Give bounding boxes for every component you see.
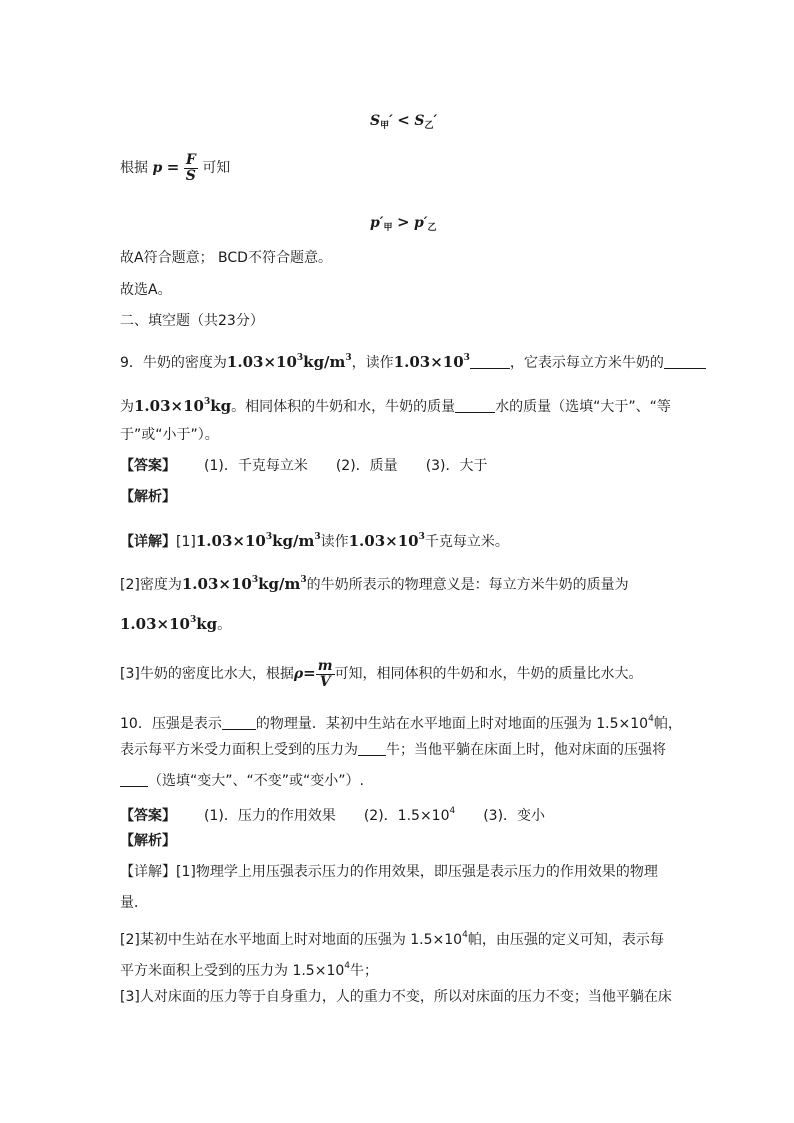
q10-detail-1: 【详解】[1]物理学上用压强表示压力的作用效果，即压强是表示压力的作用效果的物理 xyxy=(120,864,658,880)
section-heading: 二、填空题（共23分） xyxy=(120,313,264,329)
s-jia: $S_甲'$ xyxy=(370,113,393,131)
q10-line2: 表示每平方米受力面积上受到的压力为 牛；当他平躺在床面上时，他对床面的压强将 xyxy=(120,742,666,758)
q9-detail-2: [2]密度为$1.03\times 10^3kg/m^3$的牛奶所表示的物理意义是：每立方米牛奶的质量为 xyxy=(120,575,629,593)
density-fraction: $\frac{m}{V}$ xyxy=(317,657,333,690)
q9-density: $1.03\times 10^3kg/m^3$ xyxy=(226,353,352,371)
q9-blank-1[interactable] xyxy=(470,354,510,369)
q9-detail-1: 【详解】$[1]1.03\times 10^3kg/m^3$读作$1.03\times 10^3$千克每立米。 xyxy=(120,532,509,550)
q10-line3: （选填“变大”、“不变”或“变小”）. xyxy=(120,771,364,791)
q9-line2: 为$1.03\times 10^3kg$。相同体积的牛奶和水，牛奶的质量 水的质量（选填“大于”、“等 xyxy=(120,397,671,415)
conclusion-line: 故A符合题意； BCD不符合题意。 xyxy=(120,250,332,266)
formula-p: p xyxy=(152,160,163,176)
q9-value: $1.03\times 10^3$ xyxy=(393,353,470,371)
q10-analysis-tag: 【解析】 xyxy=(120,833,176,849)
pressure-fraction: $\frac{F}{S}$ xyxy=(185,151,196,184)
q10-blank-3[interactable] xyxy=(120,772,148,787)
area-comparison xyxy=(370,110,437,136)
q10-detail-4: 平方米面积上受到的压力为 $1.5\times 10^4$牛； xyxy=(120,961,378,979)
q10-answer: 【答案】 (1)．压力的作用效果 (2)．$1.5\times 10^4$ (3)．变小 xyxy=(120,806,546,824)
p-jia: $p'_甲$ xyxy=(370,215,393,233)
p-yi: $p'_乙$ xyxy=(414,215,437,233)
q10-blank-1[interactable] xyxy=(222,715,256,730)
q10-detail-2: 量． xyxy=(120,895,148,911)
formula-suffix: 可知 xyxy=(202,160,231,176)
greater-than-sign: > xyxy=(396,213,410,231)
q10-detail-5: [3]人对床面的压力等于自身重力，人的重力不变，所以对床面的压力不变；当他平躺在床 xyxy=(120,989,672,1005)
q9-blank-3[interactable] xyxy=(455,398,495,413)
q9-detail-4: [3]牛奶的密度比水大，根据ρ= $\frac{m}{V}$ 可知，相同体积的牛奶和水，牛奶的质量比水大。 xyxy=(120,657,643,690)
less-than-sign: < xyxy=(397,111,410,129)
q9-analysis-tag: 【解析】 xyxy=(120,489,176,505)
q9-blank-2[interactable] xyxy=(664,354,706,369)
q10-blank-2[interactable] xyxy=(358,741,386,756)
q9-detail-3: $1.03\times 10^3kg$。 xyxy=(120,615,232,633)
formula-eq: = xyxy=(166,158,180,176)
formula-prefix: 根据 xyxy=(120,160,148,176)
formula-line xyxy=(120,150,230,185)
s-yi: $S_乙'$ xyxy=(414,113,438,131)
q10-line1: 10．压强是表示 的物理量．某初中生站在水平地面上时对地面的压强为 $1.5\times 10^4$帕， xyxy=(120,714,682,732)
q9-line3: 于”或“小于”）。 xyxy=(120,427,219,443)
q10-detail-3: [2]某初中生站在水平地面上时对地面的压强为 $1.5\times 10^4$帕，由压强的定义可知，表示每 xyxy=(120,930,664,948)
q9-answer: 【答案】 (1)．千克每立米 (2)．质量 (3)．大于 xyxy=(120,458,488,474)
q9-line1: 9．牛奶的密度为$1.03\times 10^3kg/m^3$，读作$1.03\times 10^3$ ，它表示每立方米牛奶的 xyxy=(120,348,706,373)
answer-tag: 【答案】 xyxy=(120,458,176,474)
choice-line: 故选A。 xyxy=(120,282,172,298)
pressure-comparison xyxy=(370,212,437,238)
q9-mass: $1.03\times 10^3kg$ xyxy=(134,397,232,415)
